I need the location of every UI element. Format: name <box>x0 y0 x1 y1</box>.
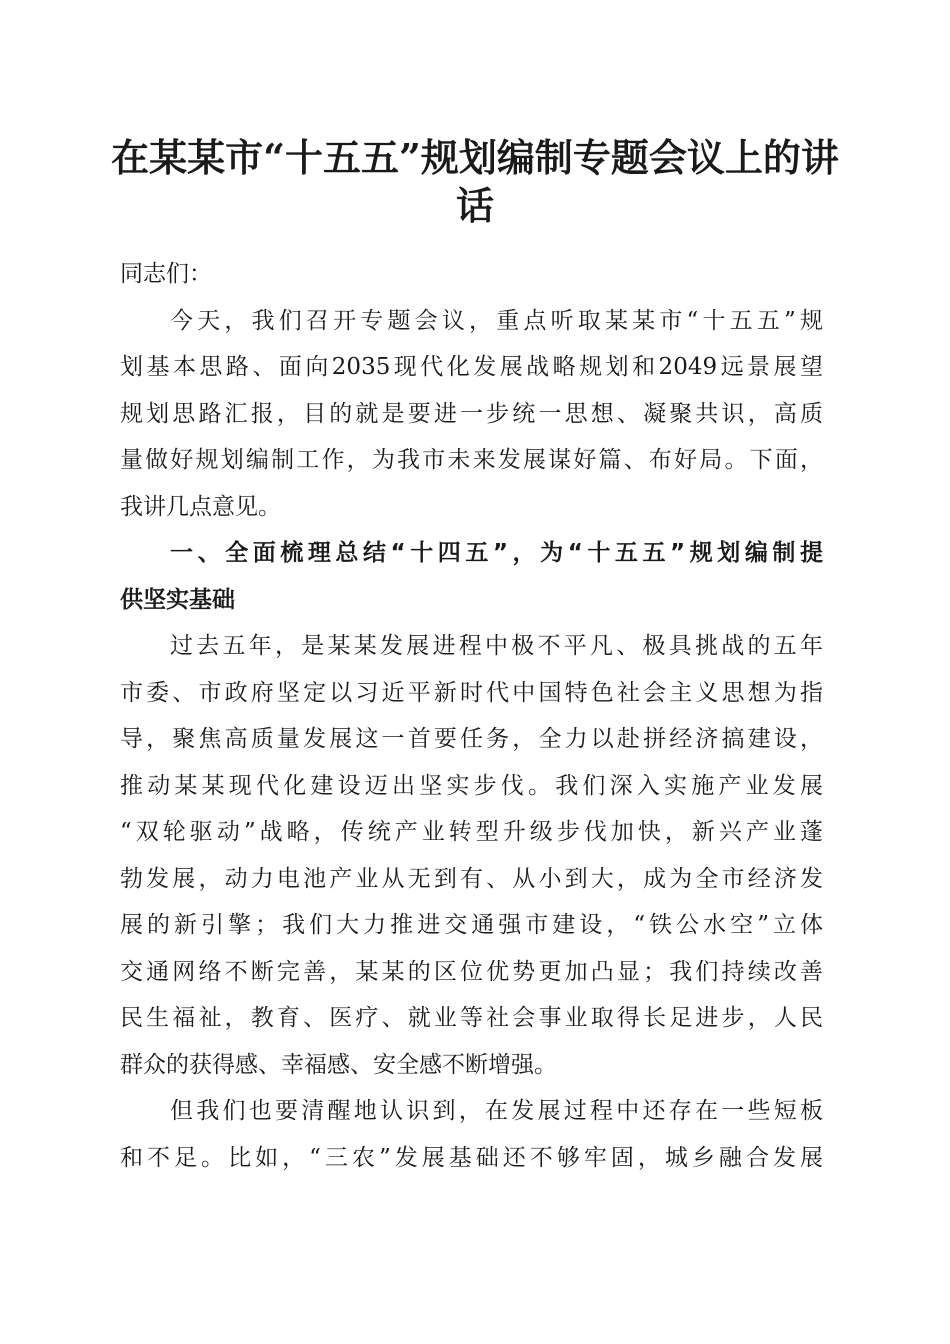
text-line: 但我们也要清醒地认识到，在发展过程中还存在一些短板 <box>170 1098 823 1124</box>
section-paragraph-2 <box>120 1088 823 1181</box>
heading-line: 一、全面梳理总结“十四五”，为“十五五”规划编制提 <box>170 540 823 566</box>
text-line: 规划思路汇报，目的就是要进一步统一思想、凝聚共识，高质 <box>120 400 823 427</box>
text-line: 和不足。比如，“三农”发展基础还不够牢固，城乡融合发展 <box>120 1144 823 1171</box>
text-line: 今天，我们召开专题会议，重点听取某某市“十五五”规 <box>170 307 823 334</box>
text-line: 勃发展，动力电池产业从无到有、从小到大，成为全市经济发 <box>120 865 823 892</box>
text-line: 群众的获得感、幸福感、安全感不断增强。 <box>120 1051 557 1078</box>
text-line: “双轮驱动”战略，传统产业转型升级步伐加快，新兴产业蓬 <box>120 819 823 845</box>
text-line: 推动某某现代化建设迈出坚实步伐。我们深入实施产业发展 <box>120 772 823 799</box>
salutation: 同志们： <box>120 261 212 287</box>
title-line-2: 话 <box>455 183 494 228</box>
text-line: 划基本思路、面向2035现代化发展战略规划和2049远景展望 <box>120 354 823 380</box>
text-line: 民生福祉，教育、医疗、就业等社会事业取得长足进步，人民 <box>120 1005 823 1031</box>
document-body <box>120 251 823 1181</box>
page-title <box>110 134 840 230</box>
section-heading <box>120 530 823 623</box>
title-line-1: 在某某市“十五五”规划编制专题会议上的讲 <box>111 135 839 180</box>
text-line: 导，聚焦高质量发展这一首要任务，全力以赴拼经济搞建设， <box>120 726 823 752</box>
text-line: 市委、市政府坚定以习近平新时代中国特色社会主义思想为指 <box>120 679 823 706</box>
text-line: 量做好规划编制工作，为我市未来发展谋好篇、布好局。下面， <box>120 447 823 473</box>
text-line: 过去五年，是某某发展进程中极不平凡、极具挑战的五年 <box>170 633 823 659</box>
text-line: 我讲几点意见。 <box>120 493 281 520</box>
text-line: 展的新引擎；我们大力推进交通强市建设，“铁公水空”立体 <box>120 912 823 938</box>
intro-paragraph <box>120 298 823 531</box>
section-paragraph-1 <box>120 623 823 1088</box>
heading-line: 供坚实基础 <box>120 586 235 613</box>
text-line: 交通网络不断完善，某某的区位优势更加凸显；我们持续改善 <box>120 958 823 985</box>
